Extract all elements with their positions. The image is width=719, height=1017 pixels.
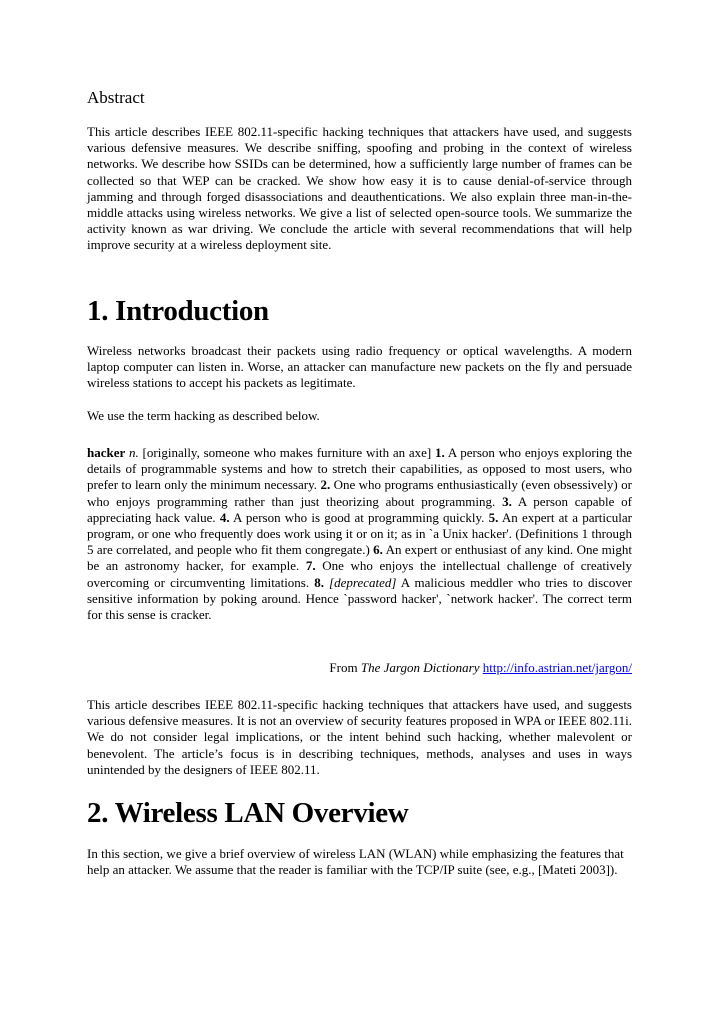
sense-text-7: One who enjoys the intellectual challenge of creatively overcoming or circumventing limitations. xyxy=(87,558,633,590)
sense-text-5: An expert at a particular program, or one who frequently does work using it or on it; as in `a Unix hacker'. (Definitions 1 through 5 are correlated, and people who fit them congregate.) xyxy=(87,509,633,558)
sense-number-5: 5. xyxy=(488,509,499,525)
introduction-section-heading xyxy=(87,294,632,328)
hacker-definition-block xyxy=(87,445,632,623)
sense-number-6: 6. xyxy=(373,542,383,558)
attribution-from: From xyxy=(329,660,361,675)
sense-text-2: One who programs enthusiastically (even obsessively) or who enjoys programming rather than just theorizing about programming. xyxy=(87,477,632,509)
sense-text-4: A person who is good at programming quickly. xyxy=(229,509,489,525)
deprecated-label: [deprecated] xyxy=(323,574,397,590)
source-title: The Jargon Dictionary xyxy=(360,660,480,675)
abstract-section xyxy=(87,124,632,254)
sense-number-1: 1. xyxy=(435,445,445,460)
wlan-section-heading xyxy=(87,796,632,830)
wlan-paragraph: In this section, we give a brief overview of wireless LAN (WLAN) while emphasizing the features that help an attacker. We assume that the reader is familiar with the TCP/IP suite (see, e.g., [Mateti 2003]). xyxy=(87,846,624,878)
definition-origin: [originally, someone who makes furniture with an axe] xyxy=(138,445,436,460)
intro-paragraph-2-block xyxy=(87,408,632,424)
sense-number-7: 7. xyxy=(305,558,316,574)
sense-number-8: 8. xyxy=(314,574,324,590)
wlan-paragraph-block xyxy=(87,846,632,878)
sense-number-2: 2. xyxy=(320,477,331,493)
sense-text-3: A person capable of appreciating hack value. xyxy=(87,493,633,525)
abstract-heading: Abstract xyxy=(87,88,145,107)
abstract-paragraph: This article describes IEEE 802.11-specific hacking techniques that attackers have used, and suggests various defensive measures. We describe sniffing, spoofing and probing in the context of wireless networks. We describe how SSIDs can be determined, how a sufficiently large number of frames can be collected so that WEP can be cracked. We show how easy it is to cause denial-of-service through jamming and through forged disassociations and deauthentications. We also explain three man-in-the-middle attacks using wireless networks. We give a list of selected open-source tools. We summarize the activity known as war driving. We conclude the article with several recommendations that will help improve security at a wireless deployment site. xyxy=(87,124,632,253)
intro-paragraph-1-block xyxy=(87,343,632,392)
hacker-definition xyxy=(87,445,632,623)
intro-paragraph-2: We use the term hacking as described below. xyxy=(87,408,320,423)
intro-paragraph-1: Wireless networks broadcast their packets using radio frequency or optical wavelengths. A modern laptop computer can listen in. Worse, an attacker can manufacture new packets on the fly and persuade wireless stations to accept his packets as legitimate. xyxy=(87,343,632,391)
part-of-speech: n. xyxy=(129,445,139,460)
intro-closing-paragraph: This article describes IEEE 802.11-specific hacking techniques that attackers have used, and suggests various defensive measures. It is not an overview of security features proposed in WPA or IEEE 802.11i. We do not consider legal implications, or the intent behind such hacking, whether malevolent or benevolent. The article’s focus is in describing techniques, methods, analyses and uses in ways unintended by the designers of IEEE 802.11. xyxy=(87,697,632,777)
sense-number-4: 4. xyxy=(219,509,230,525)
attribution-block xyxy=(87,660,632,676)
definition-term: hacker xyxy=(87,445,126,460)
intro-closing-block xyxy=(87,697,632,778)
sense-text-1: A person who enjoys exploring the details of programmable systems and how to stretch their capabilities, as opposed to most users, who prefer to learn only the minimum necessary. xyxy=(87,445,632,493)
sense-number-3: 3. xyxy=(502,493,512,509)
section-title-introduction: 1. Introduction xyxy=(87,295,269,327)
sense-text-8: A malicious meddler who tries to discover sensitive information by poking around. Hence `password hacker', `network hacker'. The correct term for this sense is cracker. xyxy=(87,574,633,623)
attribution-line xyxy=(87,660,632,676)
sense-text-6: An expert or enthusiast of any kind. One might be an astronomy hacker, for example. xyxy=(87,542,632,574)
jargon-link[interactable]: http://info.astrian.net/jargon/ xyxy=(482,660,632,675)
section-title-wlan-overview: 2. Wireless LAN Overview xyxy=(87,797,409,829)
